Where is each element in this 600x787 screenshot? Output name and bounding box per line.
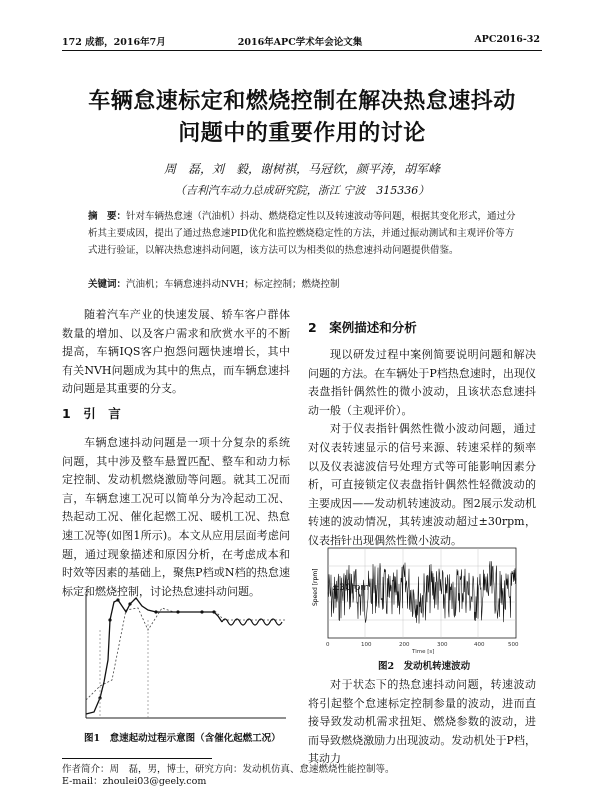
section-1-body	[62, 434, 290, 601]
intro-paragraph: 随着汽车产业的快速发展、轿车客户群体数量的增加、以及客户需求和欣赏水平的不断提高，车辆IQS客户抱怨问题快速增长，其中有关NVH问题成为其中的焦点，而车辆怠速抖动问题是其重要的分支。	[62, 308, 290, 396]
section-2-heading: 2 案例描述和分析	[308, 320, 417, 335]
paper-title-line1: 车辆怠速标定和燃烧控制在解决热怠速抖动	[88, 89, 516, 114]
abstract	[88, 208, 516, 259]
figure-2-xtick: 200	[399, 642, 410, 648]
section-2-body-continued	[308, 676, 536, 769]
figure-2-xtick: 100	[361, 642, 372, 648]
section-2-body	[308, 346, 536, 551]
section-1-paragraph: 车辆怠速抖动问题是一项十分复杂的系统问题，其中涉及整车悬置匹配、整车和动力标定控制、发动机燃烧激励等问题。就其工况而言，车辆怠速工况可以简单分为冷起动工况、热起动工况、催化起燃工况、暖机工况、热怠速工况等(如图1所示)。本文从应用层面考虑问题，通过现象描述和原因分析，在考虑成本和时效等因素的基础上，聚焦P档或N档的热怠速标定和燃烧控制，讨论热怠速抖动问题。	[62, 436, 290, 598]
section-2-paragraph-2: 对于仪表指针偶然性微小波动问题，通过对仪表转速显示的信号来源、转速采样的频率以及仪表滤波信号处理方式等可能影响因素分析，可直接锁定仪表盘指针偶然性轻微波动的主要成因——发动机转速波动。图2展示发动机转速的波动情况，其转速波动超过±30rpm，仪表指针出现偶然性微小波动。	[308, 422, 536, 547]
left-column-intro	[62, 306, 290, 399]
figure-1-caption: 图1 怠速起动过程示意图（含催化起燃工况）	[84, 733, 281, 744]
keywords-text: 汽油机；车辆怠速抖动NVH；标定控制；燃烧控制	[126, 279, 340, 290]
figure-2-xtick: 0	[326, 642, 330, 648]
section-2-paragraph-1: 现以研发过程中案例简要说明问题和解决问题的方法。在车辆处于P档热怠速时，出现仪表盘指针偶然性的微小波动，且该状态怠速抖动一般（主观评价）。	[308, 348, 536, 417]
figure-2-xtick: 500	[508, 642, 519, 648]
figure-2-xlabel: Time [s]	[412, 649, 435, 654]
abstract-label: 摘 要：	[88, 211, 127, 222]
figure-2-xtick: 300	[437, 642, 448, 648]
figure-1-plot	[66, 590, 290, 725]
running-header-right: APC2016-32	[474, 34, 540, 45]
footnote-author-info: 作者简介：周 磊，男，博士，研究方向：发动机仿真、怠速燃烧性能控制等。	[62, 764, 395, 775]
running-header-center: 2016年APC学术年会论文集	[237, 37, 363, 48]
header-rule	[62, 50, 542, 51]
paper-title-line2: 问题中的重要作用的讨论	[178, 121, 426, 146]
keywords-label: 关键词：	[88, 279, 127, 290]
affiliation: （吉利汽车动力总成研究院，浙江 宁波 315336）	[174, 184, 430, 197]
keywords	[88, 276, 516, 290]
footnote-email: E-mail：zhoulei03@geely.com	[62, 776, 207, 787]
figure-2-annotation: ±30rpm	[332, 583, 370, 593]
abstract-text: 针对车辆热怠速（汽油机）抖动、燃烧稳定性以及转速波动等问题，根据其变化形式，通过分析其主要成因，提出了通过热怠速PID优化和监控燃烧稳定性的方法，并通过振动测试和主观评价等方式进行验证，以解决热怠速抖动问题，该方法可以为相类似的热怠速抖动问题提供借鉴。	[88, 211, 516, 256]
running-header-left: 172 成都，2016年7月	[62, 37, 166, 48]
figure-2-ylabel: Speed [rpm]	[312, 568, 319, 606]
footnote-rule	[62, 758, 212, 759]
figure-2-caption: 图2 发动机转速波动	[378, 661, 471, 672]
figure-2-xtick: 400	[474, 642, 485, 648]
section-1-heading: 1 引 言	[62, 406, 121, 421]
figure-2-plot	[308, 544, 520, 654]
authors: 周 磊，刘 毅，谢树祺，马冠钦，颜平涛，胡军峰	[163, 162, 440, 176]
section-2-paragraph-3: 对于状态下的热怠速抖动问题，转速波动将引起整个怠速标定控制参量的波动，进而直接导致发动机需求扭矩、燃烧参数的波动，进而导致燃烧激励力出现波动。发动机处于P档，其动力	[308, 678, 536, 766]
